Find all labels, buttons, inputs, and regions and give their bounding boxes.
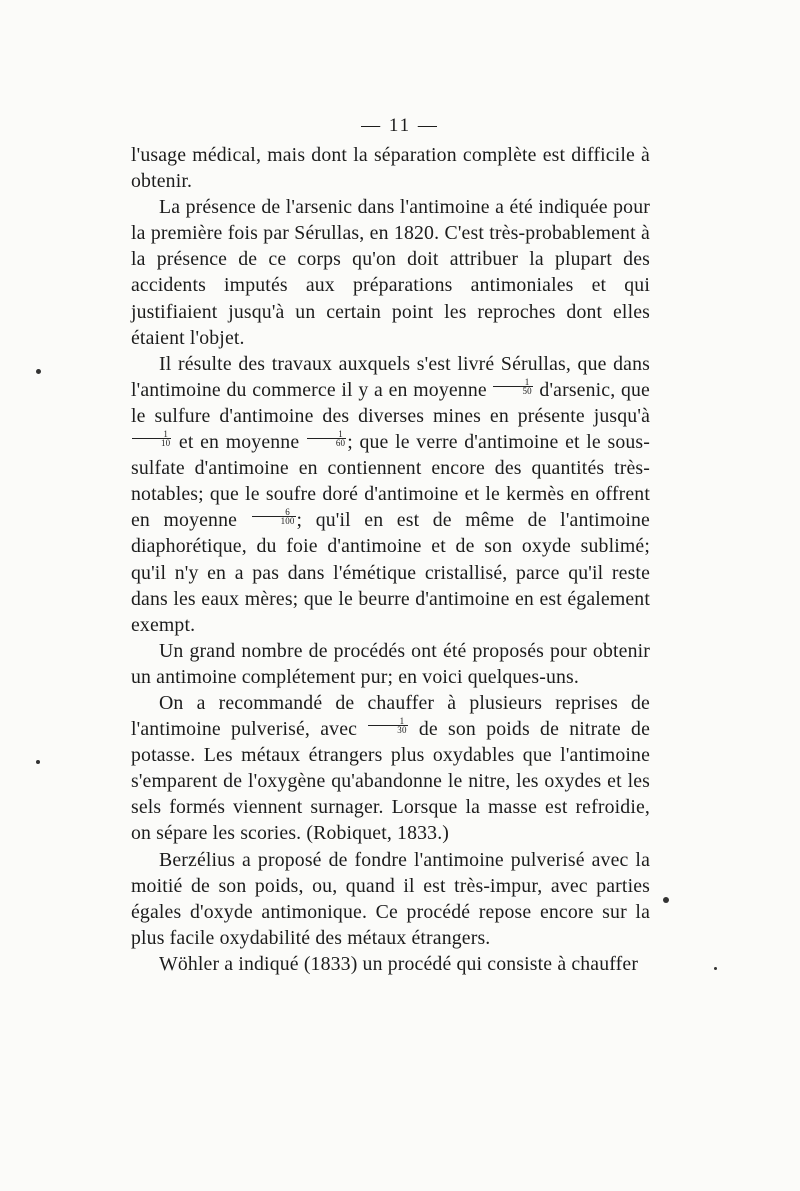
fraction-denominator: 30	[397, 724, 407, 735]
fraction-denominator: 60	[335, 437, 346, 448]
fraction-denominator: 50	[522, 385, 532, 396]
fraction-1-10	[132, 430, 171, 447]
paragraph-3-part-1: Il résulte des travaux auxquels s'est livré Sérullas, que dans l'antimoine du commerce il y a en moyenne	[131, 352, 650, 401]
paragraph-1: l'usage médical, mais dont la séparation complète est difficile à obtenir.	[131, 144, 650, 193]
scan-speck	[663, 897, 669, 903]
fraction-numerator: 1	[493, 378, 532, 387]
paragraph-3	[131, 351, 650, 638]
paragraph-3-part-4: ; que le verre d'antimoine et le sous-sulfate d'antimoine en contiennent encore des quantités très-notables; que le soufre doré d'antimoine et le kermès en offrent en moyenne	[131, 431, 650, 532]
fraction-1-50	[493, 378, 532, 395]
fraction-numerator: 6	[252, 508, 296, 517]
fraction-numerator: 1	[307, 430, 346, 439]
fraction-6-100	[252, 508, 296, 525]
fraction-1-60	[307, 430, 346, 447]
paragraph-5-part-1: On a recommandé de chauffer à plusieurs reprises de l'antimoine pulverisé, avec	[131, 691, 650, 741]
body-text	[131, 142, 650, 977]
paragraph-6: Berzélius a proposé de fondre l'antimoine pulverisé avec la moitié de son poids, ou, quand il est très-impur, avec parties égales d'oxyde antimonique. Ce procédé repose encore sur la plus facile oxydabilité des métaux étrangers.	[131, 848, 650, 949]
paragraph-5-part-2: de son poids de nitrate de potasse. Les métaux étrangers plus oxydables que l'antimoine s'emparent de l'oxygène qu'abandonne le nitre, les oxydes et les sels formés viennent surnager. Lorsque la masse est refroidie, on sépare les scories. (Robiquet, 1833.)	[131, 718, 651, 845]
fraction-numerator: 1	[368, 717, 407, 726]
fraction-1-30	[368, 717, 407, 734]
paragraph-3-part-2: d'arsenic, que le sulfure d'antimoine des diverses mines en présente jusqu'à	[131, 378, 650, 427]
paragraph-7: Wöhler a indiqué (1833) un procédé qui consiste à chauffer	[159, 952, 639, 975]
fraction-denominator: 100	[280, 516, 295, 527]
paragraph-5	[131, 690, 650, 847]
scan-speck	[36, 369, 41, 374]
scan-speck	[36, 760, 40, 764]
paragraph-4: Un grand nombre de procédés ont été proposés pour obtenir un antimoine complétement pur; en voici quelques-uns.	[131, 639, 650, 688]
fraction-numerator: 1	[132, 430, 171, 439]
page-number: — 11 —	[361, 115, 439, 136]
scan-speck	[714, 967, 717, 970]
paragraph-2: La présence de l'arsenic dans l'antimoine a été indiquée pour la première fois par Sérullas, en 1820. C'est très-probablement à la présence de ce corps qu'on doit attribuer la plupart des accidents imputés aux préparations antimoniales et qui justifiaient jusqu'à un certain point les reproches dont elles étaient l'objet.	[131, 196, 650, 349]
paragraph-3-part-5: ; qu'il en est de même de l'antimoine diaphorétique, du foie d'antimoine et de son oxyde sublimé; qu'il n'y en a pas dans l'émétique cristallisé, parce qu'il reste dans les eaux mères; que le beurre d'antimoine en est également exempt.	[131, 509, 650, 636]
fraction-denominator: 10	[161, 437, 171, 448]
paragraph-3-part-3: et en moyenne	[172, 431, 306, 454]
